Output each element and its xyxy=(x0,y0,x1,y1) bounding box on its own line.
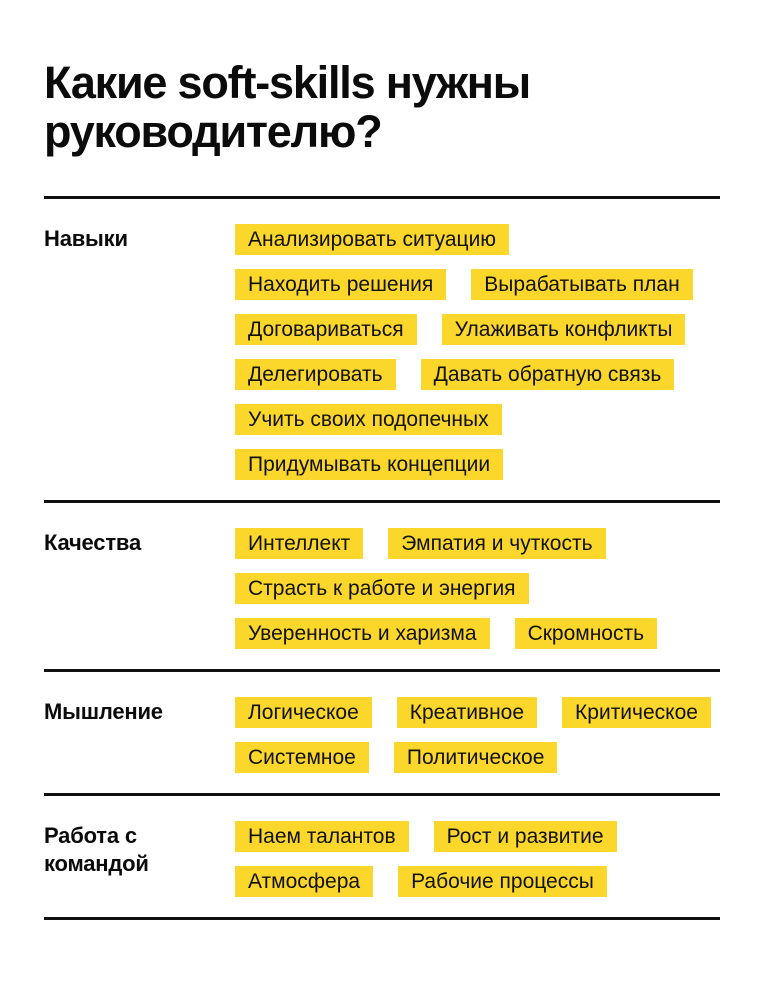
tag-row xyxy=(235,449,720,480)
thinking-tag: Критическое xyxy=(562,697,711,728)
skills-tag: Улаживать конфликты xyxy=(442,314,686,345)
skills-tag: Находить решения xyxy=(235,269,446,300)
tag-row xyxy=(235,269,720,300)
thinking-tag: Политическое xyxy=(394,742,558,773)
teamwork-tag: Рабочие процессы xyxy=(398,866,607,897)
section-teamwork xyxy=(44,793,720,917)
section-rows-teamwork xyxy=(235,821,720,897)
page-title: Какие soft-skills нужны руководителю? xyxy=(44,57,530,157)
qualities-tag: Интеллект xyxy=(235,528,363,559)
tag-row xyxy=(235,359,720,390)
section-rows-skills xyxy=(235,224,720,480)
tag-row xyxy=(235,742,720,773)
section-skills xyxy=(44,196,720,500)
qualities-tag: Эмпатия и чуткость xyxy=(388,528,605,559)
skills-tag: Давать обратную связь xyxy=(421,359,675,390)
tag-row xyxy=(235,224,720,255)
tag-row xyxy=(235,404,720,435)
section-rows-qualities xyxy=(235,528,720,649)
tag-row xyxy=(235,573,720,604)
section-thinking xyxy=(44,669,720,793)
skills-tag: Договариваться xyxy=(235,314,417,345)
tag-row xyxy=(235,314,720,345)
qualities-tag: Скромность xyxy=(515,618,657,649)
thinking-tag: Системное xyxy=(235,742,369,773)
teamwork-tag: Рост и развитие xyxy=(434,821,617,852)
skills-tag: Придумывать концепции xyxy=(235,449,503,480)
section-label-skills: Навыки xyxy=(44,226,128,251)
skills-tag: Анализировать ситуацию xyxy=(235,224,509,255)
thinking-tag: Логическое xyxy=(235,697,372,728)
section-label-qualities: Качества xyxy=(44,530,141,555)
bottom-divider xyxy=(44,917,720,920)
teamwork-tag: Атмосфера xyxy=(235,866,373,897)
teamwork-tag: Наем талантов xyxy=(235,821,409,852)
section-label-thinking: Мышление xyxy=(44,699,163,724)
qualities-tag: Страсть к работе и энергия xyxy=(235,573,529,604)
sections-container xyxy=(44,196,720,917)
tag-row xyxy=(235,697,720,728)
thinking-tag: Креативное xyxy=(397,697,537,728)
tag-row xyxy=(235,618,720,649)
skills-tag: Учить своих подопечных xyxy=(235,404,502,435)
skills-tag: Делегировать xyxy=(235,359,396,390)
qualities-tag: Уверенность и харизма xyxy=(235,618,490,649)
section-label-teamwork: Работа с командой xyxy=(44,823,149,876)
skills-tag: Вырабатывать план xyxy=(471,269,692,300)
tag-row xyxy=(235,821,720,852)
section-qualities xyxy=(44,500,720,669)
tag-row xyxy=(235,528,720,559)
section-rows-thinking xyxy=(235,697,720,773)
tag-row xyxy=(235,866,720,897)
